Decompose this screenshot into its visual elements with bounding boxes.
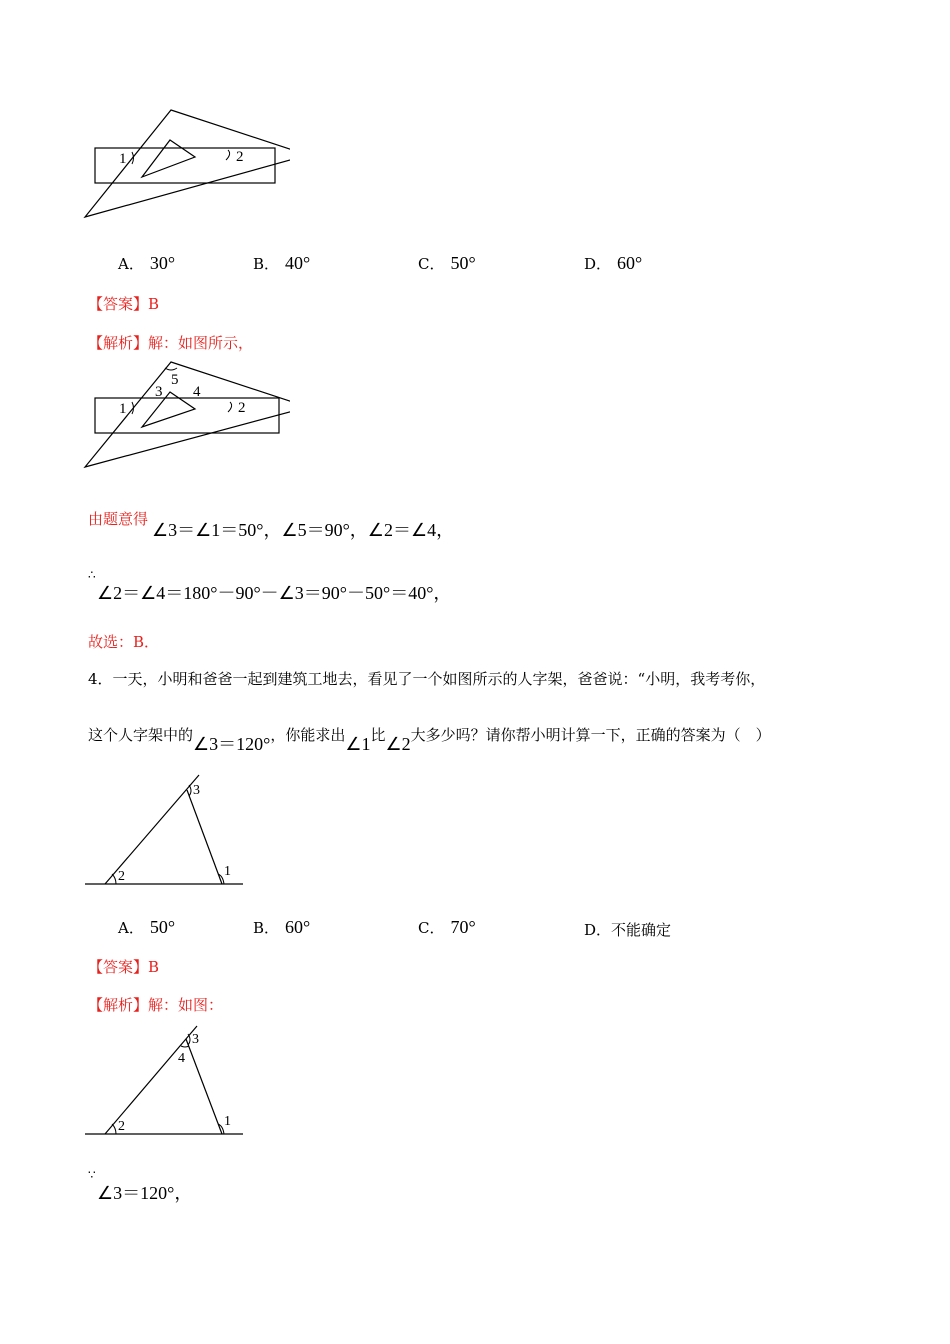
angle-label-3: 3 [155,384,163,400]
outer-triangle [85,110,290,217]
left-beam [105,1026,197,1134]
inner-triangle [142,140,195,177]
option-letter: A． [118,919,144,937]
option-value: 70° [450,917,476,937]
q3-given-math: ∠3＝∠1＝50°，∠5＝90°，∠2＝∠4， [152,520,455,540]
option-value: 50° [149,917,176,937]
q3-analysis [88,332,253,353]
q3-option-a[interactable] [118,253,175,274]
option-value: 60° [285,917,311,937]
q4-option-d[interactable] [584,919,671,940]
option-letter: D． [584,921,612,939]
angle-label-4: 4 [178,1051,185,1066]
outer-triangle [85,362,290,467]
q3-solution-figure [80,355,290,475]
q4-because-symbol: ∵ [88,1168,96,1182]
q3-option-b[interactable] [253,253,310,274]
option-letter: B． [253,919,280,937]
analysis-label: 【解析】 [88,334,149,352]
q3-therefore-symbol: ∴ [88,568,96,582]
option-value: 40° [285,253,311,273]
stem-angle2: ∠2 [385,734,411,754]
right-beam [186,1039,222,1134]
angle-label-5: 5 [171,372,179,388]
q4-option-b[interactable] [253,917,310,938]
stem-text-a: 这个人字架中的 [88,726,194,744]
stem-text-b: ，你能求出 [270,726,346,744]
angle-label-3: 3 [192,1032,199,1047]
stem-math-angle3: ∠3＝120° [193,734,271,754]
option-letter: D． [584,255,612,273]
option-letter: A． [118,255,144,273]
analysis-label: 【解析】 [88,996,149,1014]
option-letter: C． [418,919,445,937]
q3-conclusion: 故选：B． [88,633,160,651]
angle-label-2: 2 [118,869,125,884]
q4-option-c[interactable] [418,917,476,938]
q4-because-math: ∠3＝120°， [97,1183,193,1203]
option-value: 30° [149,253,176,273]
angle-label-4: 4 [193,384,201,400]
angle-arc-2 [228,402,232,412]
inner-triangle [142,392,195,427]
left-beam [105,775,199,884]
right-beam [187,790,222,884]
angle-arc-4 [181,1046,189,1047]
q4-option-a[interactable] [118,917,175,938]
angle-label-1: 1 [224,864,231,879]
stem-angle1: ∠1 [345,734,371,754]
analysis-text: 解：如图： [148,996,224,1014]
angle-label-2: 2 [238,400,246,416]
angle-label-1: 1 [119,151,127,167]
option-value: 60° [617,253,643,273]
option-value: 50° [450,253,476,273]
q4-stem-line2 [88,720,771,754]
angle-label-1: 1 [119,401,127,417]
q4-analysis [88,994,223,1015]
stem-text-c: 比 [370,726,386,744]
q4-figure-herringbone [85,770,250,890]
q3-therefore-math: ∠2＝∠4＝180°－90°－∠3＝90°－50°＝40°， [97,583,452,603]
q4-stem-line1: 4．一天，小明和爸爸一起到建筑工地去，看见了一个如图所示的人字架，爸爸说：“小明，我考考你， [88,670,766,688]
stem-text-d: 大多少吗？请你帮小明计算一下，正确的答案为（ ） [410,726,771,744]
q3-answer: 【答案】B [88,295,160,313]
angle-label-2: 2 [236,149,244,165]
angle-label-1: 1 [224,1114,231,1129]
q3-given-label: 由题意得 [88,510,149,528]
q3-option-c[interactable] [418,253,476,274]
angle-label-3: 3 [193,783,200,798]
angle-label-2: 2 [118,1119,125,1134]
q4-answer: 【答案】B [88,958,160,976]
analysis-text: 解：如图所示， [148,334,254,352]
q4-solution-figure [85,1021,250,1141]
angle-arc-5 [165,368,177,370]
q3-figure-ruler-triangle [80,105,290,225]
angle-arc-2 [226,150,230,160]
option-letter: B． [253,255,280,273]
q3-option-d[interactable] [584,253,642,274]
option-value: 不能确定 [611,921,672,939]
option-letter: C． [418,255,445,273]
